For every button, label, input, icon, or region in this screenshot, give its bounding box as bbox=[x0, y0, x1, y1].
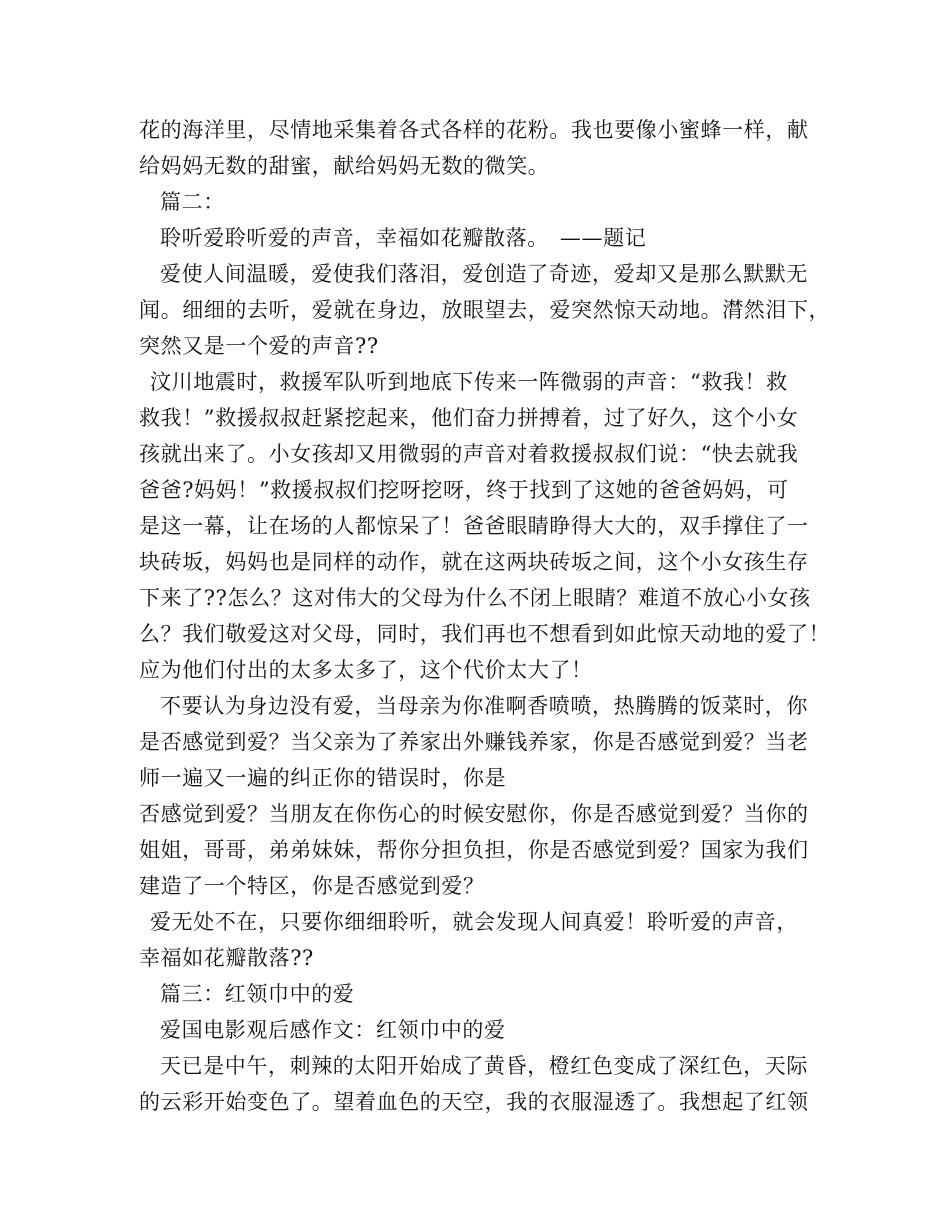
text-line-22: 建造了一个特区，你是否感觉到爱？ bbox=[139, 874, 485, 898]
text-line-8: 汶川地震时，救援军队听到地底下传来一阵微弱的声音：“救我！救 bbox=[150, 370, 788, 394]
text-line-14: 下来了??怎么？这对伟大的父母为什么不闭上眼睛？难道不放心小女孩 bbox=[139, 586, 811, 610]
text-line-20: 否感觉到爱？当朋友在你伤心的时候安慰你，你是否感觉到爱？当你的 bbox=[139, 802, 809, 826]
text-line-24: 幸福如花瓣散落?? bbox=[139, 946, 314, 970]
section-heading-2: 篇二： bbox=[160, 190, 225, 214]
text-line-5: 爱使人间温暖，爱使我们落泪，爱创造了奇迹，爱却又是那么默默无 bbox=[160, 262, 808, 286]
text-line-18: 是否感觉到爱？当父亲为了养家出外赚钱养家，你是否感觉到爱？当老 bbox=[139, 730, 809, 754]
text-line-28: 的云彩开始变色了。望着血色的天空，我的衣服湿透了。我想起了红领 bbox=[139, 1090, 809, 1114]
text-line-27: 天已是中午，刺辣的太阳开始成了黄昏，橙红色变成了深红色，天际 bbox=[160, 1054, 808, 1078]
text-line-19: 师一遍又一遍的纠正你的错误时，你是 bbox=[139, 766, 507, 790]
text-line-21: 姐姐，哥哥，弟弟妹妹，帮你分担负担，你是否感觉到爱？国家为我们 bbox=[139, 838, 809, 862]
section-heading-3: 篇三：红领巾中的爱 bbox=[160, 982, 355, 1006]
text-line-9: 救我！”救援叔叔赶紧挖起来，他们奋力拼搏着，过了好久，这个小女 bbox=[139, 406, 799, 430]
text-line-12: 是这一幕，让在场的人都惊呆了！爸爸眼睛睁得大大的，双手撑住了一 bbox=[139, 514, 809, 538]
text-line-23: 爱无处不在，只要你细细聆听，就会发现人间真爱！聆听爱的声音， bbox=[150, 910, 798, 934]
text-line-15: 么？我们敬爱这对父母，同时，我们再也不想看到如此惊天动地的爱了！ bbox=[139, 622, 831, 646]
text-line-17: 不要认为身边没有爱，当母亲为你准啊香喷喷，热腾腾的饭菜时，你 bbox=[160, 694, 808, 718]
text-line-16: 应为他们付出的太多太多了，这个代价太大了！ bbox=[139, 658, 593, 682]
text-line-11: 爸爸?妈妈！”救援叔叔们挖呀挖呀，终于找到了这她的爸爸妈妈，可 bbox=[139, 478, 789, 502]
text-line-6: 闻。细细的去听，爱就在身边，放眼望去，爱突然惊天动地。潸然泪下， bbox=[139, 298, 831, 322]
text-line-10: 孩就出来了。小女孩却又用微弱的声音对着救援叔叔们说：“快去就我 bbox=[139, 442, 799, 466]
text-line-2: 给妈妈无数的甜蜜，献给妈妈无数的微笑。 bbox=[139, 154, 550, 178]
epigraph-line: 聆听爱聆听爱的声音，幸福如花瓣散落。 ——题记 bbox=[160, 226, 647, 250]
subtitle-line: 爱国电影观后感作文：红领巾中的爱 bbox=[160, 1018, 506, 1042]
text-line-7: 突然又是一个爱的声音?? bbox=[139, 334, 379, 358]
text-line-13: 块砖坂，妈妈也是同样的动作，就在这两块砖坂之间，这个小女孩生存 bbox=[139, 550, 809, 574]
text-line-1: 花的海洋里，尽情地采集着各式各样的花粉。我也要像小蜜蜂一样，献 bbox=[139, 118, 809, 142]
